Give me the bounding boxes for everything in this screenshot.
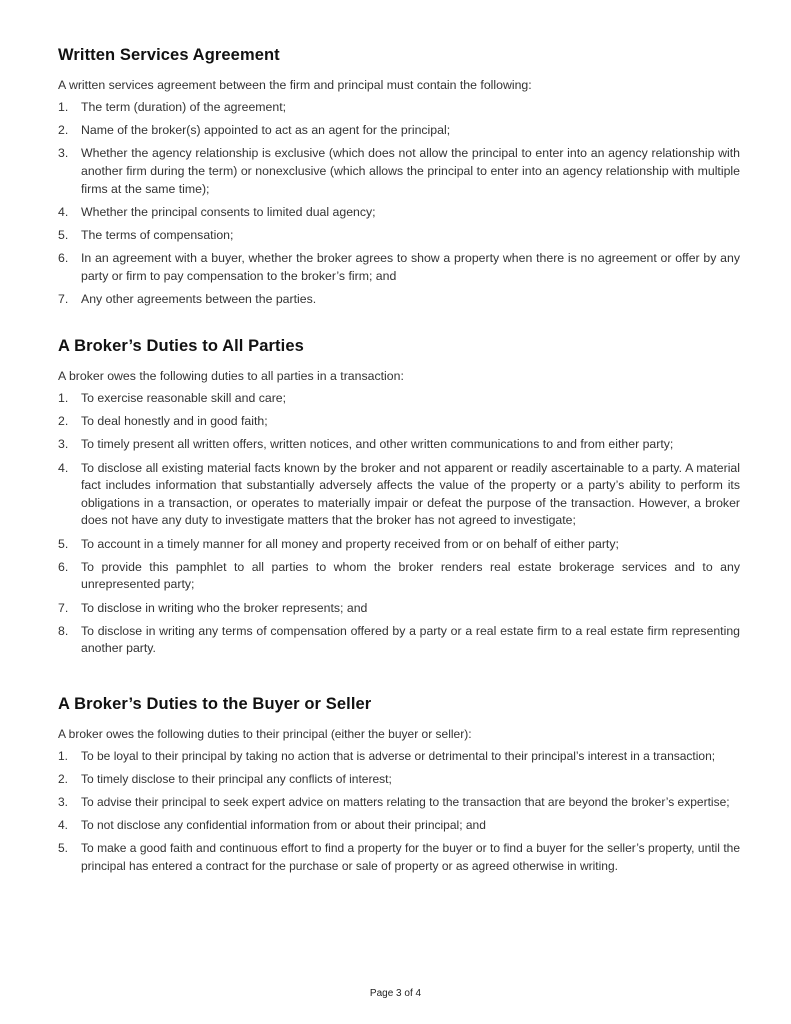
list-item-text: Whether the principal consents to limited dual agency; (81, 204, 376, 219)
numbered-list (58, 99, 740, 309)
section-written-services-agreement (58, 46, 740, 309)
list-number: 1. (58, 100, 69, 114)
list-item-text: To disclose in writing who the broker represents; and (81, 600, 368, 615)
section-intro: A broker owes the following duties to their principal (either the buyer or seller): (58, 726, 472, 741)
list-item (58, 840, 740, 875)
list-item (58, 413, 740, 431)
list-number: 2. (58, 771, 69, 786)
list-item (58, 600, 740, 618)
section-intro: A written services agreement between the firm and principal must contain the following: (58, 78, 532, 92)
page-number: Page 3 of 4 (369, 988, 422, 999)
list-number: 7. (58, 291, 69, 306)
section-spacer (58, 314, 740, 337)
list-item-text: The terms of compensation; (81, 227, 234, 242)
list-item-text: Name of the broker(s) appointed to act as an agent for the principal; (81, 123, 451, 138)
list-number: 1. (58, 748, 69, 763)
list-item (58, 817, 740, 835)
list-item (58, 460, 740, 530)
section-title: Written Services Agreement (58, 46, 280, 64)
list-number: 5. (58, 536, 69, 551)
list-item-text: To not disclose any confidential information from or about their principal; and (81, 818, 486, 833)
list-item-text: To account in a timely manner for all money and property received from or on behalf of either party; (81, 536, 619, 551)
list-number: 2. (58, 123, 69, 138)
list-number: 3. (58, 794, 69, 809)
section-spacer (58, 664, 740, 695)
list-number: 4. (58, 204, 69, 219)
list-item-text: Whether the agency relationship is exclusive (which does not allow the principal to enter into an agency relationship with another firm during the term) or nonexclusive (which allows the principal to enter into an agency relationship with multiple firms at the same time); (81, 146, 740, 196)
section-title: A Broker’s Duties to All Parties (58, 337, 304, 356)
list-number: 3. (58, 437, 69, 452)
list-item (58, 559, 740, 594)
list-number: 7. (58, 600, 69, 615)
section-duties-to-all-parties (58, 337, 740, 658)
numbered-list (58, 748, 740, 876)
list-number: 3. (58, 146, 69, 161)
document-page (58, 46, 740, 881)
section-duties-to-buyer-or-seller (58, 695, 740, 876)
list-item-text: To make a good faith and continuous effort to find a property for the buyer or to find a buyer for the seller’s property, until the principal has entered a contract for the purchase or sale of property or as agreed otherwise in writing. (81, 841, 740, 873)
list-item-text: To timely present all written offers, written notices, and other written communications to and from either party; (81, 437, 674, 452)
list-item-text: To provide this pamphlet to all parties to whom the broker renders real estate brokerage services and to any unrepresented party; (81, 559, 740, 592)
list-number: 8. (58, 623, 69, 638)
list-item (58, 122, 740, 140)
list-number: 5. (58, 227, 69, 242)
list-item-text: To exercise reasonable skill and care; (81, 391, 287, 406)
list-item (58, 771, 740, 789)
list-item (58, 748, 740, 766)
list-item (58, 390, 740, 408)
list-item (58, 291, 740, 309)
section-intro: A broker owes the following duties to all parties in a transaction: (58, 369, 404, 384)
list-item (58, 227, 740, 245)
list-item-text: In an agreement with a buyer, whether the broker agrees to show a property when there is no agreement or offer by any party or firm to pay compensation to the broker’s firm; and (81, 251, 740, 283)
list-item-text: To timely disclose to their principal any conflicts of interest; (81, 771, 392, 786)
list-number: 5. (58, 841, 69, 856)
list-item-text: To disclose in writing any terms of compensation offered by a party or a real estate firm to a real estate firm representing another party. (81, 623, 740, 656)
list-number: 4. (58, 460, 69, 475)
section-title: A Broker’s Duties to the Buyer or Seller (58, 694, 372, 713)
list-number: 1. (58, 391, 69, 406)
list-item-text: To be loyal to their principal by taking no action that is adverse or detrimental to their principal’s interest in a transaction; (81, 748, 716, 763)
list-item (58, 536, 740, 554)
numbered-list (58, 390, 740, 658)
list-item (58, 204, 740, 222)
list-item-text: To advise their principal to seek expert advice on matters relating to the transaction that are beyond the broker’s expertise; (81, 794, 730, 809)
list-item-text: To deal honestly and in good faith; (81, 414, 268, 429)
list-item (58, 436, 740, 454)
list-item-text: The term (duration) of the agreement; (81, 100, 287, 114)
list-item (58, 623, 740, 658)
list-item (58, 250, 740, 285)
list-item (58, 794, 740, 812)
list-item (58, 145, 740, 198)
list-item-text: Any other agreements between the parties. (81, 291, 317, 306)
list-number: 2. (58, 414, 69, 429)
list-number: 4. (58, 818, 69, 833)
list-item (58, 99, 740, 117)
list-number: 6. (58, 559, 69, 574)
list-item-text: To disclose all existing material facts known by the broker and not apparent or readily ascertainable to a party. A material fact includes information that substantially adversely affects the value of the property or a party’s ability to perform its obligations in a transaction, or operates to materially impair or defeat the purpose of the transaction. However, a broker does not have any duty to investigate matters that the broker has not agreed to investigate; (81, 460, 740, 528)
list-number: 6. (58, 251, 69, 266)
